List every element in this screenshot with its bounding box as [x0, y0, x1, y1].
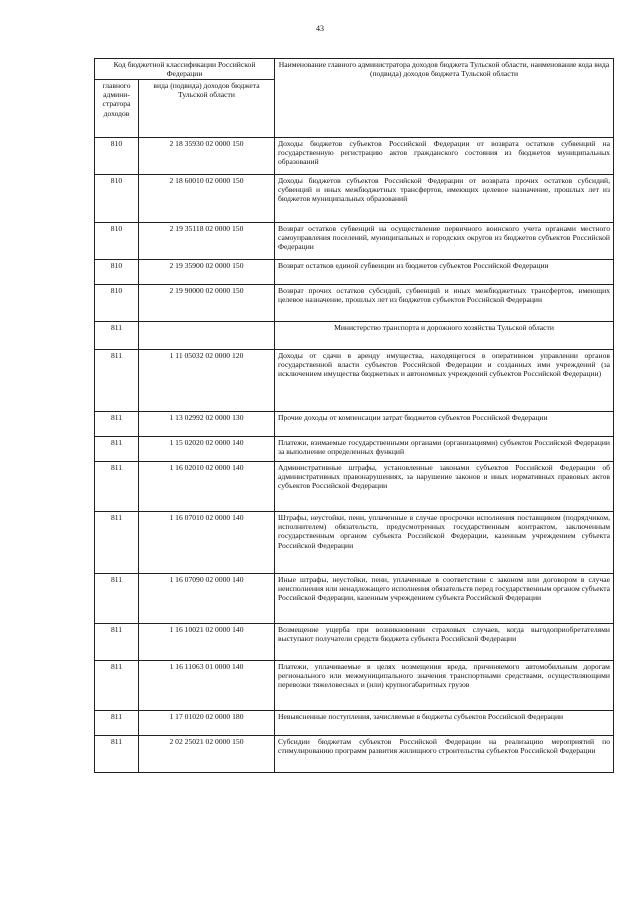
revenue-name-cell: Субсидии бюджетам субъектов Российской Федерации на реализацию мероприятий по стимулированию программ развития жилищного строительства субъектов Российской Федерации	[275, 736, 614, 773]
revenue-name-cell: Возмещение ущерба при возникновении страховых случаев, когда выгодоприобретателями выступают получатели средств бюджета субъекта Российской Федерации	[275, 624, 614, 661]
table-row	[95, 322, 614, 350]
admin-code-cell: 810	[95, 285, 139, 322]
admin-code-cell: 811	[95, 462, 139, 512]
admin-code-cell: 811	[95, 322, 139, 350]
admin-code-cell: 810	[95, 175, 139, 223]
revenue-code-cell: 2 19 90000 02 0000 150	[139, 285, 275, 322]
revenue-code-cell: 1 13 02992 02 0000 130	[139, 412, 275, 437]
revenue-code-cell: 1 17 01020 02 0000 180	[139, 711, 275, 736]
admin-code-cell: 811	[95, 574, 139, 624]
admin-code-cell: 810	[95, 223, 139, 260]
revenue-name-cell: Административные штрафы, установленные законами субъектов Российской Федерации об административных правонарушениях, за нарушение законов и иных нормативных правовых актов субъектов Российской Федерации	[275, 462, 614, 512]
name-column-header: Наименование главного администратора доходов бюджета Тульской области, наименование кода вида (подвида) доходов бюджета Тульской области	[275, 59, 614, 138]
admin-code-cell: 811	[95, 624, 139, 661]
revenue-code-cell: 2 18 35930 02 0000 150	[139, 138, 275, 175]
admin-code-cell: 811	[95, 412, 139, 437]
table-row	[95, 285, 614, 322]
table-row	[95, 711, 614, 736]
page-number: 43	[316, 24, 324, 33]
admin-code-cell: 810	[95, 260, 139, 285]
admin-code-cell: 811	[95, 512, 139, 574]
revenue-code-cell: 1 16 10021 02 0000 140	[139, 624, 275, 661]
admin-code-cell: 811	[95, 736, 139, 773]
administrator-name-cell: Министерство транспорта и дорожного хозяйства Тульской области	[275, 322, 614, 350]
revenue-name-cell: Невыясненные поступления, зачисляемые в бюджеты субъектов Российской Федерации	[275, 711, 614, 736]
revenue-code-cell: 1 11 05032 02 0000 120	[139, 350, 275, 412]
revenue-code-cell: 2 18 60010 02 0000 150	[139, 175, 275, 223]
revenue-name-cell: Прочие доходы от компенсации затрат бюджетов субъектов Российской Федерации	[275, 412, 614, 437]
code-group-header: Код бюджетной классификации Российской Федерации	[95, 59, 275, 80]
revenue-name-cell: Платежи, взимаемые государственными органами (организациями) субъектов Российской Федерации за выполнение определенных функций	[275, 437, 614, 462]
admin-column-header: главного админи-стратора доходов	[95, 80, 139, 138]
revenue-code-cell: 1 16 02010 02 0000 140	[139, 462, 275, 512]
table-row	[95, 736, 614, 773]
admin-code-cell: 811	[95, 437, 139, 462]
table-row	[95, 350, 614, 412]
admin-code-cell: 811	[95, 661, 139, 711]
table-row	[95, 574, 614, 624]
table-row	[95, 260, 614, 285]
table-row	[95, 512, 614, 574]
revenue-name-cell: Доходы от сдачи в аренду имущества, находящегося в оперативном управлении органов государственной власти субъектов Российской Федерации и созданных ими учреждений (за исключением имущества бюджетных и автономных учреждений субъектов Российской Федерации)	[275, 350, 614, 412]
table-row	[95, 462, 614, 512]
table-row	[95, 223, 614, 260]
revenue-name-cell: Иные штрафы, неустойки, пени, уплаченные в соответствии с законом или договором в случае неисполнения или ненадлежащего исполнения обязательств перед государственным органом субъекта Российской Федерации, казенным учреждением субъекта Российской Федерации	[275, 574, 614, 624]
revenue-code-cell: 1 15 02020 02 0000 140	[139, 437, 275, 462]
revenue-code-cell	[139, 322, 275, 350]
table-row	[95, 437, 614, 462]
table-row	[95, 624, 614, 661]
table-row	[95, 661, 614, 711]
revenue-name-cell: Возврат остатков субвенций на осуществление первичного воинского учета органами местного самоуправления поселений, муниципальных и городских округов из бюджетов субъектов Российской Федерации	[275, 223, 614, 260]
revenue-code-cell: 1 16 11063 01 0000 140	[139, 661, 275, 711]
revenue-name-cell: Платежи, уплачиваемые в целях возмещения вреда, причиняемого автомобильным дорогам регионального или межмуниципального значения транспортными средствами, осуществляющими перевозки тяжеловесных и (или) крупногабаритных грузов	[275, 661, 614, 711]
revenue-code-cell: 2 19 35118 02 0000 150	[139, 223, 275, 260]
revenue-code-cell: 1 16 07090 02 0000 140	[139, 574, 275, 624]
revenue-codes-table	[94, 58, 614, 773]
revenue-name-cell: Возврат прочих остатков субсидий, субвенций и иных межбюджетных трансфертов, имеющих целевое назначение, прошлых лет из бюджетов субъектов Российской Федерации	[275, 285, 614, 322]
revenue-name-cell: Возврат остатков единой субвенции из бюджетов субъектов Российской Федерации	[275, 260, 614, 285]
table-row	[95, 412, 614, 437]
revenue-name-cell: Доходы бюджетов субъектов Российской Федерации от возврата остатков субвенций на государственную регистрацию актов гражданского состояния из бюджетов муниципальных образований	[275, 138, 614, 175]
revenue-code-cell: 1 16 07010 02 0000 140	[139, 512, 275, 574]
kind-column-header: вида (подвида) доходов бюджета Тульской области	[139, 80, 275, 138]
revenue-name-cell: Доходы бюджетов субъектов Российской Федерации от возврата прочих остатков субсидий, субвенций и иных межбюджетных трансфертов, имеющих целевое назначение, прошлых лет из бюджетов муниципальных образований	[275, 175, 614, 223]
revenue-name-cell: Штрафы, неустойки, пени, уплаченные в случае просрочки исполнения поставщиком (подрядчиком, исполнителем) обязательств, предусмотренных государственным контрактом, заключенным государственным органом субъекта Российской Федерации, казенным учреждением субъекта Российской Федерации	[275, 512, 614, 574]
revenue-code-cell: 2 02 25021 02 0000 150	[139, 736, 275, 773]
admin-code-cell: 811	[95, 350, 139, 412]
revenue-code-cell: 2 19 35900 02 0000 150	[139, 260, 275, 285]
header-row	[95, 59, 614, 80]
table-row	[95, 175, 614, 223]
admin-code-cell: 811	[95, 711, 139, 736]
table-row	[95, 138, 614, 175]
admin-code-cell: 810	[95, 138, 139, 175]
